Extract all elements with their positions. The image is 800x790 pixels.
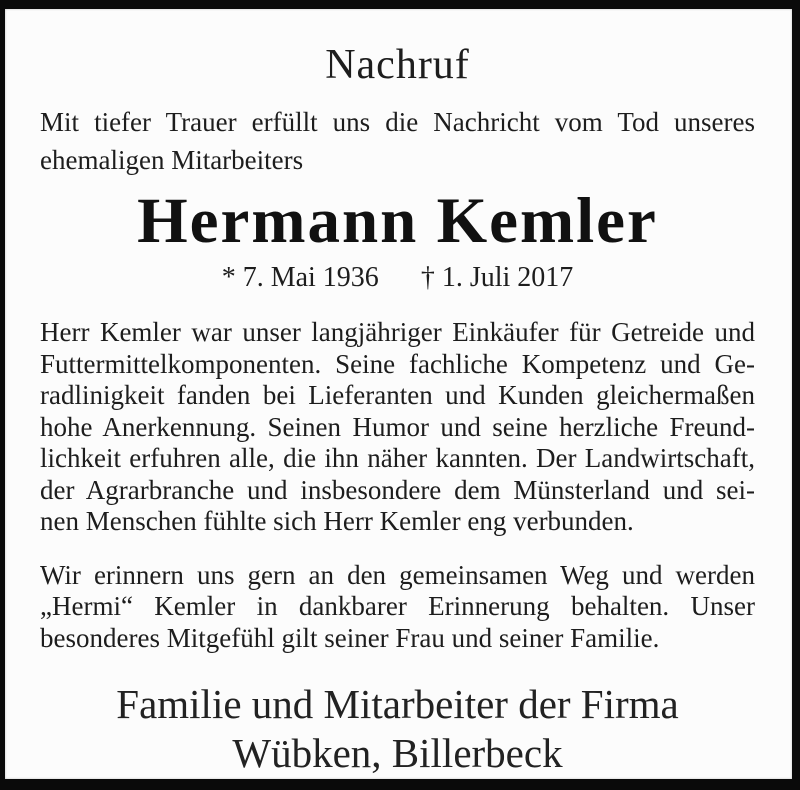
text-line: hohe Anerkennung. Seinen Humor und seine herzliche Freund- xyxy=(40,411,755,442)
body-paragraph-2 xyxy=(40,560,755,655)
text-line: nen Menschen fühlte sich Herr Kemler eng verbunden. xyxy=(40,506,634,537)
text-line: „Hermi“ Kemler in dankbarer Erinnerung behalten. Unser xyxy=(40,591,755,622)
life-dates xyxy=(40,261,755,295)
text-line: der Agrarbranche und insbesondere dem Münsterland und sei- xyxy=(40,474,755,505)
obituary-content xyxy=(5,9,792,778)
signature-line-2: Wübken, Billerbeck xyxy=(232,730,563,777)
birth-date: * 7. Mai 1936 xyxy=(221,262,379,294)
text-line: Mit tiefer Trauer erfüllt uns die Nachricht vom Tod unseres xyxy=(40,107,755,138)
obituary-page xyxy=(5,9,792,779)
text-line: radlinigkeit fanden bei Lieferanten und Kunden gleichermaßen xyxy=(40,380,755,411)
body-paragraph-1 xyxy=(40,317,755,538)
text-line: Wir erinnern uns gern an den gemeinsamen Weg und werden xyxy=(40,559,755,590)
text-line: Futtermittelkomponenten. Seine fachliche Kompetenz und Ge- xyxy=(40,348,755,379)
signature-line-1: Familie und Mitarbeiter der Firma xyxy=(116,681,679,728)
deceased-name: Hermann Kemler xyxy=(137,185,658,258)
intro-text xyxy=(40,103,755,179)
text-line: ehemaligen Mitarbeiters xyxy=(40,145,304,176)
notice-type-heading: Nachruf xyxy=(325,42,470,88)
text-line: Herr Kemler war unser langjähriger Einkäufer für Getreide und xyxy=(40,317,755,348)
death-date: † 1. Juli 2017 xyxy=(420,262,574,294)
text-line: lichkeit erfuhren alle, die ihn näher kannten. Der Landwirtschaft, xyxy=(40,443,755,474)
text-line: besonderes Mitgefühl gilt seiner Frau und seiner Familie. xyxy=(40,622,660,653)
signature-block xyxy=(40,680,755,778)
